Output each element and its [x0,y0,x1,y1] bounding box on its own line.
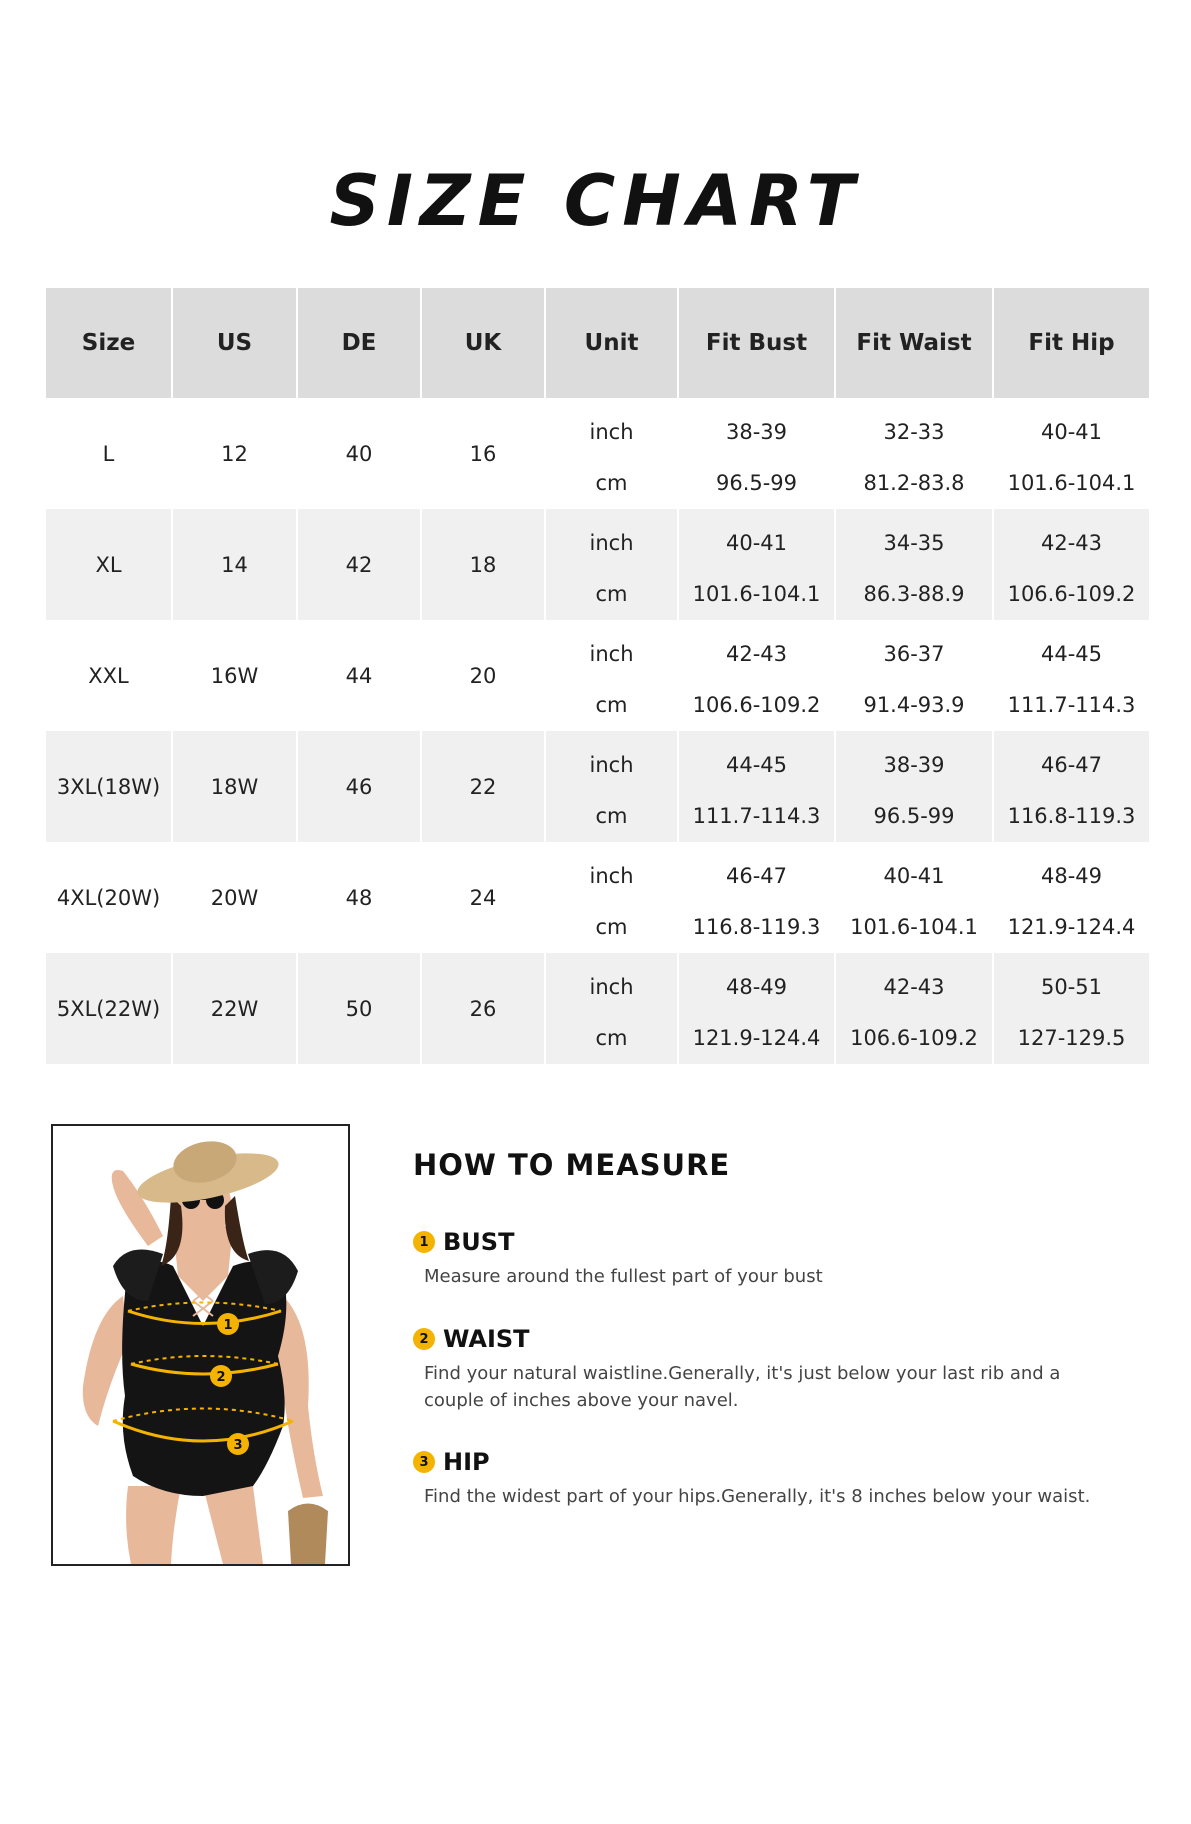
cell-bust [679,509,834,620]
cell-de: 40 [345,441,373,466]
bust-description: Measure around the fullest part of your bust [424,1266,823,1287]
hip-inch: 50-51 [1040,975,1103,999]
cell-uk: 18 [422,509,544,620]
cell-unit [546,509,677,620]
header-de: DE [298,288,420,398]
header-fit-bust: Fit Bust [679,288,834,398]
cell-waist [836,842,992,953]
hip-label: HIP [443,1448,490,1476]
waist-cm: 96.5-99 [873,804,955,828]
cell-waist [836,731,992,842]
cell-size: 5XL(22W) [46,953,171,1064]
waist-cm: 86.3-88.9 [863,582,965,606]
header-us: US [173,288,296,398]
cell-waist [836,620,992,731]
header-unit: Unit [546,288,677,398]
unit-inch: inch [589,420,634,444]
cell-us: 18W [173,731,296,842]
bust-inch: 40-41 [725,531,788,555]
header-uk: UK [422,288,544,398]
cell-bust [679,842,834,953]
bust-label: BUST [443,1228,515,1256]
cell-de: 50 [298,953,420,1064]
hip-inch: 48-49 [1040,864,1103,888]
cell-unit [546,842,677,953]
cell-bust [679,398,834,509]
cell-de: 44 [345,663,373,688]
bust-inch: 48-49 [725,975,788,999]
page-title: SIZE CHART [329,160,862,242]
unit-cm: cm [595,693,628,717]
cell-bust [679,953,834,1064]
bust-cm: 106.6-109.2 [692,693,821,717]
waist-inch: 42-43 [883,975,945,999]
cell-size: XXL [88,663,129,688]
cell-bust [679,731,834,842]
bust-heading [413,1228,514,1256]
cell-us: 16W [210,663,259,688]
cell-bust [679,620,834,731]
hip-cm: 127-129.5 [1017,1026,1126,1050]
cell-uk: 24 [469,885,497,910]
cell-unit [546,620,677,731]
hip-inch: 42-43 [1040,531,1103,555]
model-photo [51,1124,350,1566]
unit-inch: inch [589,642,634,666]
cell-size: 3XL(18W) [46,731,171,842]
hip-heading [413,1448,490,1476]
bust-cm: 96.5-99 [715,471,798,495]
how-to-measure-title: HOW TO MEASURE [413,1148,731,1182]
cell-de: 48 [345,885,373,910]
hip-inch: 46-47 [1040,753,1103,777]
unit-cm: cm [595,471,628,495]
unit-inch: inch [589,975,634,999]
hip-inch: 40-41 [1040,420,1103,444]
waist-cm: 81.2-83.8 [863,471,965,495]
cell-uk: 22 [422,731,544,842]
hip-number-badge: 3 [413,1451,435,1473]
marker-waist-number: 2 [216,1370,226,1385]
hip-inch: 44-45 [1040,642,1103,666]
waist-cm: 101.6-104.1 [850,915,978,939]
marker-bust [217,1313,239,1335]
cell-us: 22W [173,953,296,1064]
waist-heading [413,1325,530,1353]
unit-cm: cm [595,582,628,606]
hip-cm: 121.9-124.4 [1007,915,1136,939]
cell-hip [994,620,1149,731]
cell-de: 46 [298,731,420,842]
cell-unit [546,953,677,1064]
cell-uk: 20 [469,663,497,688]
header-fit-waist: Fit Waist [836,288,992,398]
hip-cm: 116.8-119.3 [1007,804,1136,828]
hip-cm: 111.7-114.3 [1007,693,1136,717]
cell-waist [836,509,992,620]
waist-number-badge: 2 [413,1328,435,1350]
bust-number-badge: 1 [413,1231,435,1253]
bust-inch: 38-39 [725,420,788,444]
cell-us: 20W [210,885,259,910]
bust-cm: 101.6-104.1 [692,582,821,606]
cell-uk: 16 [469,441,497,466]
cell-us: 14 [173,509,296,620]
cell-uk: 26 [422,953,544,1064]
cell-size: 4XL(20W) [56,885,161,910]
waist-inch: 36-37 [883,642,945,666]
cell-hip [994,398,1149,509]
header-fit-hip: Fit Hip [994,288,1149,398]
bust-cm: 116.8-119.3 [692,915,821,939]
unit-inch: inch [589,531,634,555]
hip-cm: 106.6-109.2 [1007,582,1136,606]
cell-size: XL [46,509,171,620]
unit-cm: cm [595,1026,628,1050]
unit-cm: cm [595,915,628,939]
cell-waist [836,398,992,509]
waist-label: WAIST [443,1325,530,1353]
cell-hip [994,509,1149,620]
bust-inch: 44-45 [725,753,788,777]
marker-hip-number: 3 [233,1438,243,1453]
unit-inch: inch [589,753,634,777]
marker-hip [227,1433,249,1455]
unit-inch: inch [589,864,634,888]
waist-description: Find your natural waistline.Generally, it's just below your last rib and a couple of inches above your navel. [424,1363,1061,1411]
cell-waist [836,953,992,1064]
cell-unit [546,731,677,842]
waist-cm: 91.4-93.9 [863,693,965,717]
cell-de: 42 [298,509,420,620]
waist-cm: 106.6-109.2 [850,1026,978,1050]
bust-inch: 42-43 [725,642,788,666]
cell-hip [994,953,1149,1064]
marker-bust-number: 1 [223,1318,233,1333]
waist-inch: 34-35 [883,531,945,555]
waist-inch: 32-33 [883,420,945,444]
size-table [46,288,1143,1064]
bust-inch: 46-47 [725,864,788,888]
bust-cm: 111.7-114.3 [692,804,821,828]
hip-description: Find the widest part of your hips.Generally, it's 8 inches below your waist. [424,1486,1091,1507]
waist-inch: 38-39 [883,753,945,777]
waist-inch: 40-41 [883,864,945,888]
bust-cm: 121.9-124.4 [692,1026,821,1050]
hip-cm: 101.6-104.1 [1007,471,1136,495]
cell-size: L [102,441,115,466]
cell-us: 12 [221,441,248,466]
unit-cm: cm [595,804,628,828]
cell-unit [546,398,677,509]
marker-waist [210,1365,232,1387]
model-illustration [53,1126,348,1564]
header-size: Size [46,288,171,398]
cell-hip [994,731,1149,842]
cell-hip [994,842,1149,953]
